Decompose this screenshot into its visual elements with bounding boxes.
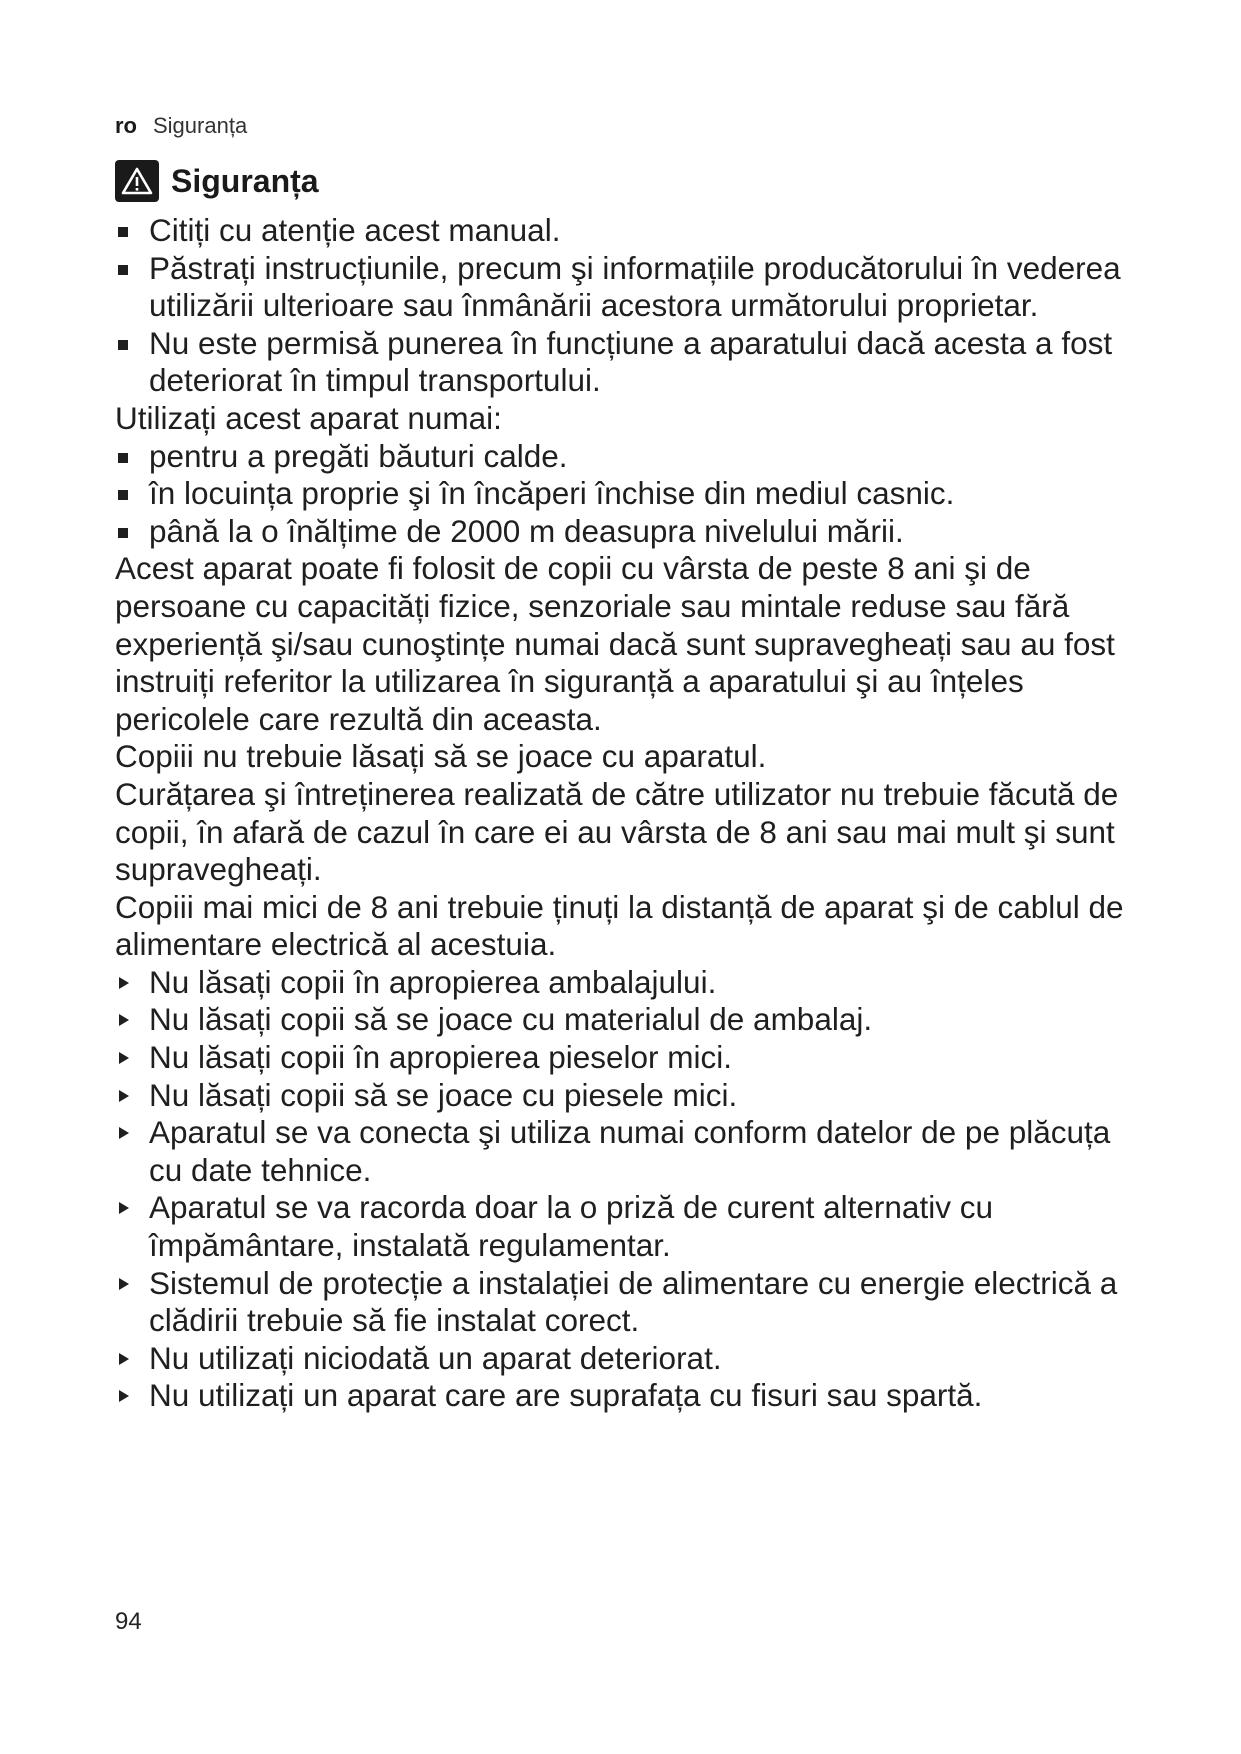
section-name: Siguranța xyxy=(153,113,248,138)
language-code: ro xyxy=(115,113,137,138)
list-item: până la o înălțime de 2000 m deasupra nivelului mării. xyxy=(115,513,1150,551)
instruction-text: Nu lăsați copii în apropierea ambalajului. xyxy=(149,963,717,1000)
arrow-bullet-icon xyxy=(119,977,129,989)
arrow-bullet-icon xyxy=(119,1090,129,1102)
instruction-text: Nu utilizați niciodată un aparat deteriorat. xyxy=(149,1339,722,1376)
arrow-bullet-icon xyxy=(119,1278,129,1290)
instruction-text: Nu lăsați copii să se joace cu piesele mici. xyxy=(149,1076,738,1113)
instruction-item xyxy=(115,1340,1150,1378)
page-title: Siguranța xyxy=(171,163,319,199)
instruction-item xyxy=(115,964,1150,1002)
instruction-item xyxy=(115,1265,1150,1340)
instruction-item xyxy=(115,1001,1150,1039)
paragraph: Curățarea şi întreținerea realizată de către utilizator nu trebuie făcută de copii, în afară de cazul în care ei au vârsta de 8 ani sau mai mult şi sunt supravegheați. xyxy=(115,775,1119,888)
page-number: 94 xyxy=(115,1608,142,1635)
list-item: Păstrați instrucțiunile, precum şi informațiile producătorului în vederea utilizării ulterioare sau înmânării acestora următorului proprietar. xyxy=(115,250,1150,325)
instruction-text: Aparatul se va racorda doar la o priză de curent alternativ cu împământare, instalată regulamentar. xyxy=(149,1189,993,1264)
running-header xyxy=(115,113,247,139)
arrow-bullet-icon xyxy=(119,1353,129,1365)
safety-content xyxy=(115,212,1150,1415)
arrow-bullet-icon xyxy=(119,1127,129,1139)
usage-heading: Utilizați acest aparat numai: xyxy=(115,399,502,436)
list-item: Nu este permisă punerea în funcțiune a aparatului dacă acesta a fost deteriorat în timpul transportului. xyxy=(115,325,1150,400)
instruction-text: Nu lăsați copii să se joace cu materialul de ambalaj. xyxy=(149,1001,873,1038)
instruction-item xyxy=(115,1039,1150,1077)
instruction-item xyxy=(115,1189,1150,1264)
list-item: Citiți cu atenție acest manual. xyxy=(115,212,1150,250)
paragraph: Copiii mai mici de 8 ani trebuie ținuți la distanță de aparat şi de cablul de alimentare electrică al acestuia. xyxy=(115,888,1124,963)
instruction-item xyxy=(115,1077,1150,1115)
instruction-item xyxy=(115,1377,1150,1415)
instruction-item xyxy=(115,1114,1150,1189)
instruction-text: Sistemul de protecție a instalației de alimentare cu energie electrică a clădirii trebuie să fie instalat corect. xyxy=(149,1264,1118,1339)
list-item: pentru a pregăti băuturi calde. xyxy=(115,438,1150,476)
list-item: în locuința proprie şi în încăperi închise din mediul casnic. xyxy=(115,475,1150,513)
arrow-bullet-icon xyxy=(119,1052,129,1064)
paragraph: Acest aparat poate fi folosit de copii cu vârsta de peste 8 ani şi de persoane cu capacități fizice, senzoriale sau mintale reduse sau fără experiență şi/sau cunoştințe numai dacă sunt supravegheați sau au fost instruiți referitor la utilizarea în siguranță a aparatului şi au înțeles pericolele care rezultă din aceasta. xyxy=(115,550,1115,737)
warning-triangle-glyph xyxy=(120,166,154,196)
paragraph: Copiii nu trebuie lăsați să se joace cu aparatul. xyxy=(115,738,767,775)
section-title-row xyxy=(115,160,319,202)
arrow-bullet-icon xyxy=(119,1202,129,1214)
instruction-text: Nu utilizați un aparat care are suprafața cu fisuri sau spartă. xyxy=(149,1377,983,1414)
warning-triangle-icon xyxy=(115,160,159,202)
instruction-text: Aparatul se va conecta şi utiliza numai conform datelor de pe plăcuța cu date tehnice. xyxy=(149,1114,1111,1188)
arrow-bullet-icon xyxy=(119,1014,129,1026)
instruction-text: Nu lăsați copii în apropierea pieselor mici. xyxy=(149,1039,733,1076)
arrow-bullet-icon xyxy=(119,1390,129,1402)
